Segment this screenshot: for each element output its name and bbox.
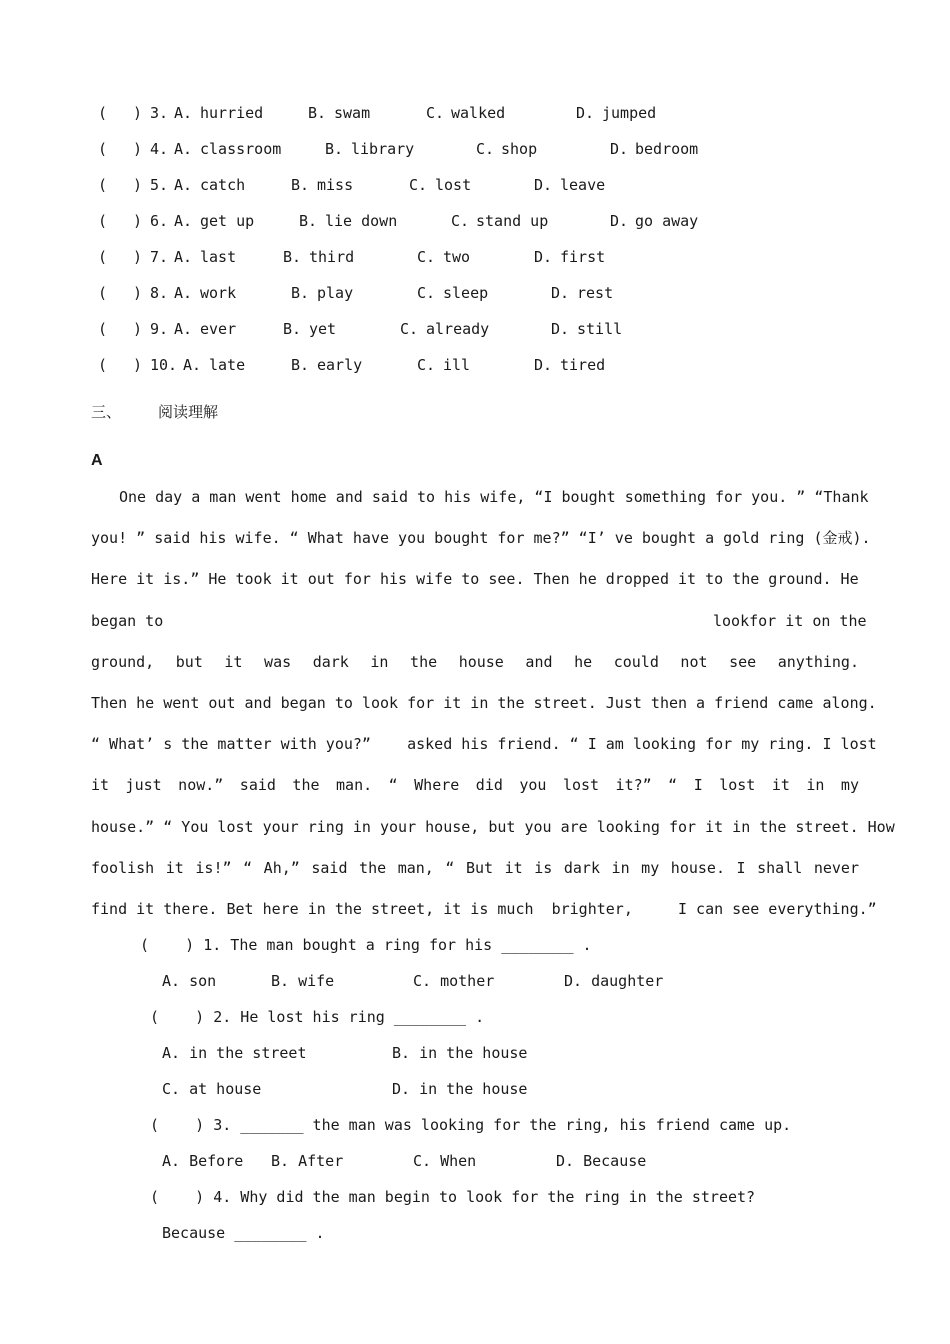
passage-line: One day a man went home and said to his wife, “I bought something for you. ” “Thank [119, 488, 869, 506]
option-b-text: third [309, 248, 355, 266]
paren-close: ) [133, 176, 143, 194]
passage-line: began to [91, 612, 164, 630]
passage-line: “ What’ s the matter with you?” asked his friend. “ I am looking for my ring. I lost [91, 735, 877, 753]
paren-close: ) [133, 356, 143, 374]
option-c-letter: C. [417, 356, 436, 374]
option-b: B. in the house [392, 1044, 528, 1062]
option-c-letter: C. [426, 104, 445, 122]
question-prompt: ( ) 3. _______ the man was looking for the ring, his friend came up. [150, 1116, 792, 1134]
option-d-letter: D. [534, 176, 553, 194]
passage-line: find it there. Bet here in the street, it is much brighter, I can see everything.” [91, 900, 877, 918]
option-d-letter: D. [610, 212, 629, 230]
option-d: D. daughter [564, 972, 664, 990]
option-a-text: last [200, 248, 237, 266]
option-b-letter: B. [308, 104, 327, 122]
option-a-text: catch [200, 176, 246, 194]
option-c-text: shop [501, 140, 538, 158]
option-b: B. wife [271, 972, 335, 990]
option-c-letter: C. [400, 320, 419, 338]
option-c: C. When [413, 1152, 477, 1170]
option-a-letter: A. [174, 104, 193, 122]
option-d-text: tired [560, 356, 606, 374]
option-c-letter: C. [476, 140, 495, 158]
option-a-letter: A. [174, 176, 193, 194]
option-a-letter: A. [174, 212, 193, 230]
option-a-text: hurried [200, 104, 264, 122]
option-d-letter: D. [551, 284, 570, 302]
passage-line: you! ” said his wife. “ What have you bought for me?” “I’ ve bought a gold ring (金戒). [91, 529, 871, 547]
option-c-text: sleep [443, 284, 489, 302]
option-c-text: two [443, 248, 471, 266]
option-c-text: ill [443, 356, 471, 374]
paren-open: ( [98, 284, 108, 302]
passage-line: foolish it is!” “ Ah,” said the man, “ But it is dark in my house. I shall never [91, 859, 859, 877]
option-a-text: work [200, 284, 237, 302]
option-b-text: miss [317, 176, 354, 194]
option-b-letter: B. [291, 356, 310, 374]
option-c-text: walked [451, 104, 506, 122]
paren-close: ) [133, 104, 143, 122]
passage-line: lookfor it on the [713, 612, 867, 630]
question-number: 10. [150, 356, 178, 374]
option-c-letter: C. [417, 248, 436, 266]
option-d: D. Because [556, 1152, 647, 1170]
passage-line: house.” “ You lost your ring in your house, but you are looking for it in the street. How [91, 818, 895, 836]
paren-open: ( [98, 212, 108, 230]
option-a-letter: A. [174, 248, 193, 266]
option-b-letter: B. [283, 248, 302, 266]
option-d-text: bedroom [635, 140, 699, 158]
passage-line: ground, but it was dark in the house and he could not see anything. [91, 653, 859, 671]
option-c: C. mother [413, 972, 495, 990]
paren-close: ) [133, 320, 143, 338]
option-c-letter: C. [451, 212, 470, 230]
option-b-text: yet [309, 320, 337, 338]
option-a-text: get up [200, 212, 255, 230]
option-a-text: ever [200, 320, 237, 338]
question-prompt: ( ) 1. The man bought a ring for his ________ . [140, 936, 592, 954]
paren-close: ) [133, 212, 143, 230]
section-number: 三、 [91, 403, 122, 421]
option-b-text: library [351, 140, 415, 158]
option-b-text: play [317, 284, 354, 302]
option-a-text: late [209, 356, 246, 374]
option-d-text: rest [577, 284, 614, 302]
question-number: 5. [150, 176, 169, 194]
question-number: 6. [150, 212, 169, 230]
passage-line: Here it is.” He took it out for his wife to see. Then he dropped it to the ground. He [91, 570, 859, 588]
option-a-letter: A. [174, 320, 193, 338]
paren-open: ( [98, 320, 108, 338]
option-d-letter: D. [551, 320, 570, 338]
question-number: 7. [150, 248, 169, 266]
option-b: B. After [271, 1152, 344, 1170]
paren-close: ) [133, 284, 143, 302]
option-a: A. son [162, 972, 217, 990]
option-a-letter: A. [174, 284, 193, 302]
paren-open: ( [98, 176, 108, 194]
question-number: 4. [150, 140, 169, 158]
option-d-letter: D. [576, 104, 595, 122]
option-b-text: early [317, 356, 363, 374]
option-b-letter: B. [325, 140, 344, 158]
passage-line: it just now.” said the man. “ Where did you lost it?” “ I lost it in my [91, 776, 859, 794]
option-c-letter: C. [417, 284, 436, 302]
paren-open: ( [98, 248, 108, 266]
option-c-letter: C. [409, 176, 428, 194]
option-d-text: go away [635, 212, 699, 230]
option-b-letter: B. [299, 212, 318, 230]
option-d-letter: D. [534, 248, 553, 266]
option-c-text: lost [435, 176, 472, 194]
option-a-text: classroom [200, 140, 282, 158]
question-prompt: ( ) 2. He lost his ring ________ . [150, 1008, 485, 1026]
option-c: C. at house [162, 1080, 262, 1098]
option-d-letter: D. [534, 356, 553, 374]
option-a: A. in the street [162, 1044, 307, 1062]
option-d-text: jumped [602, 104, 657, 122]
option-b-letter: B. [291, 284, 310, 302]
option-b-letter: B. [283, 320, 302, 338]
section-title: 阅读理解 [158, 403, 219, 421]
option-b-text: lie down [325, 212, 398, 230]
option-c-text: already [426, 320, 490, 338]
option-d-text: first [560, 248, 606, 266]
paren-open: ( [98, 140, 108, 158]
question-number: 9. [150, 320, 169, 338]
paren-open: ( [98, 356, 108, 374]
paren-close: ) [133, 248, 143, 266]
passage-line: Then he went out and began to look for it in the street. Just then a friend came along. [91, 694, 877, 712]
option-d-text: still [577, 320, 623, 338]
paren-close: ) [133, 140, 143, 158]
option-a-letter: A. [183, 356, 202, 374]
question-number: 3. [150, 104, 169, 122]
option-d-text: leave [560, 176, 606, 194]
option-b-text: swam [334, 104, 371, 122]
option-a: A. Before [162, 1152, 244, 1170]
option-a-letter: A. [174, 140, 193, 158]
paren-open: ( [98, 104, 108, 122]
question-prompt: ( ) 4. Why did the man begin to look for the ring in the street? [150, 1188, 756, 1206]
answer-line: Because ________ . [162, 1224, 325, 1242]
option-b-letter: B. [291, 176, 310, 194]
option-d-letter: D. [610, 140, 629, 158]
option-d: D. in the house [392, 1080, 528, 1098]
option-c-text: stand up [476, 212, 549, 230]
question-number: 8. [150, 284, 169, 302]
passage-label: A [91, 452, 103, 469]
